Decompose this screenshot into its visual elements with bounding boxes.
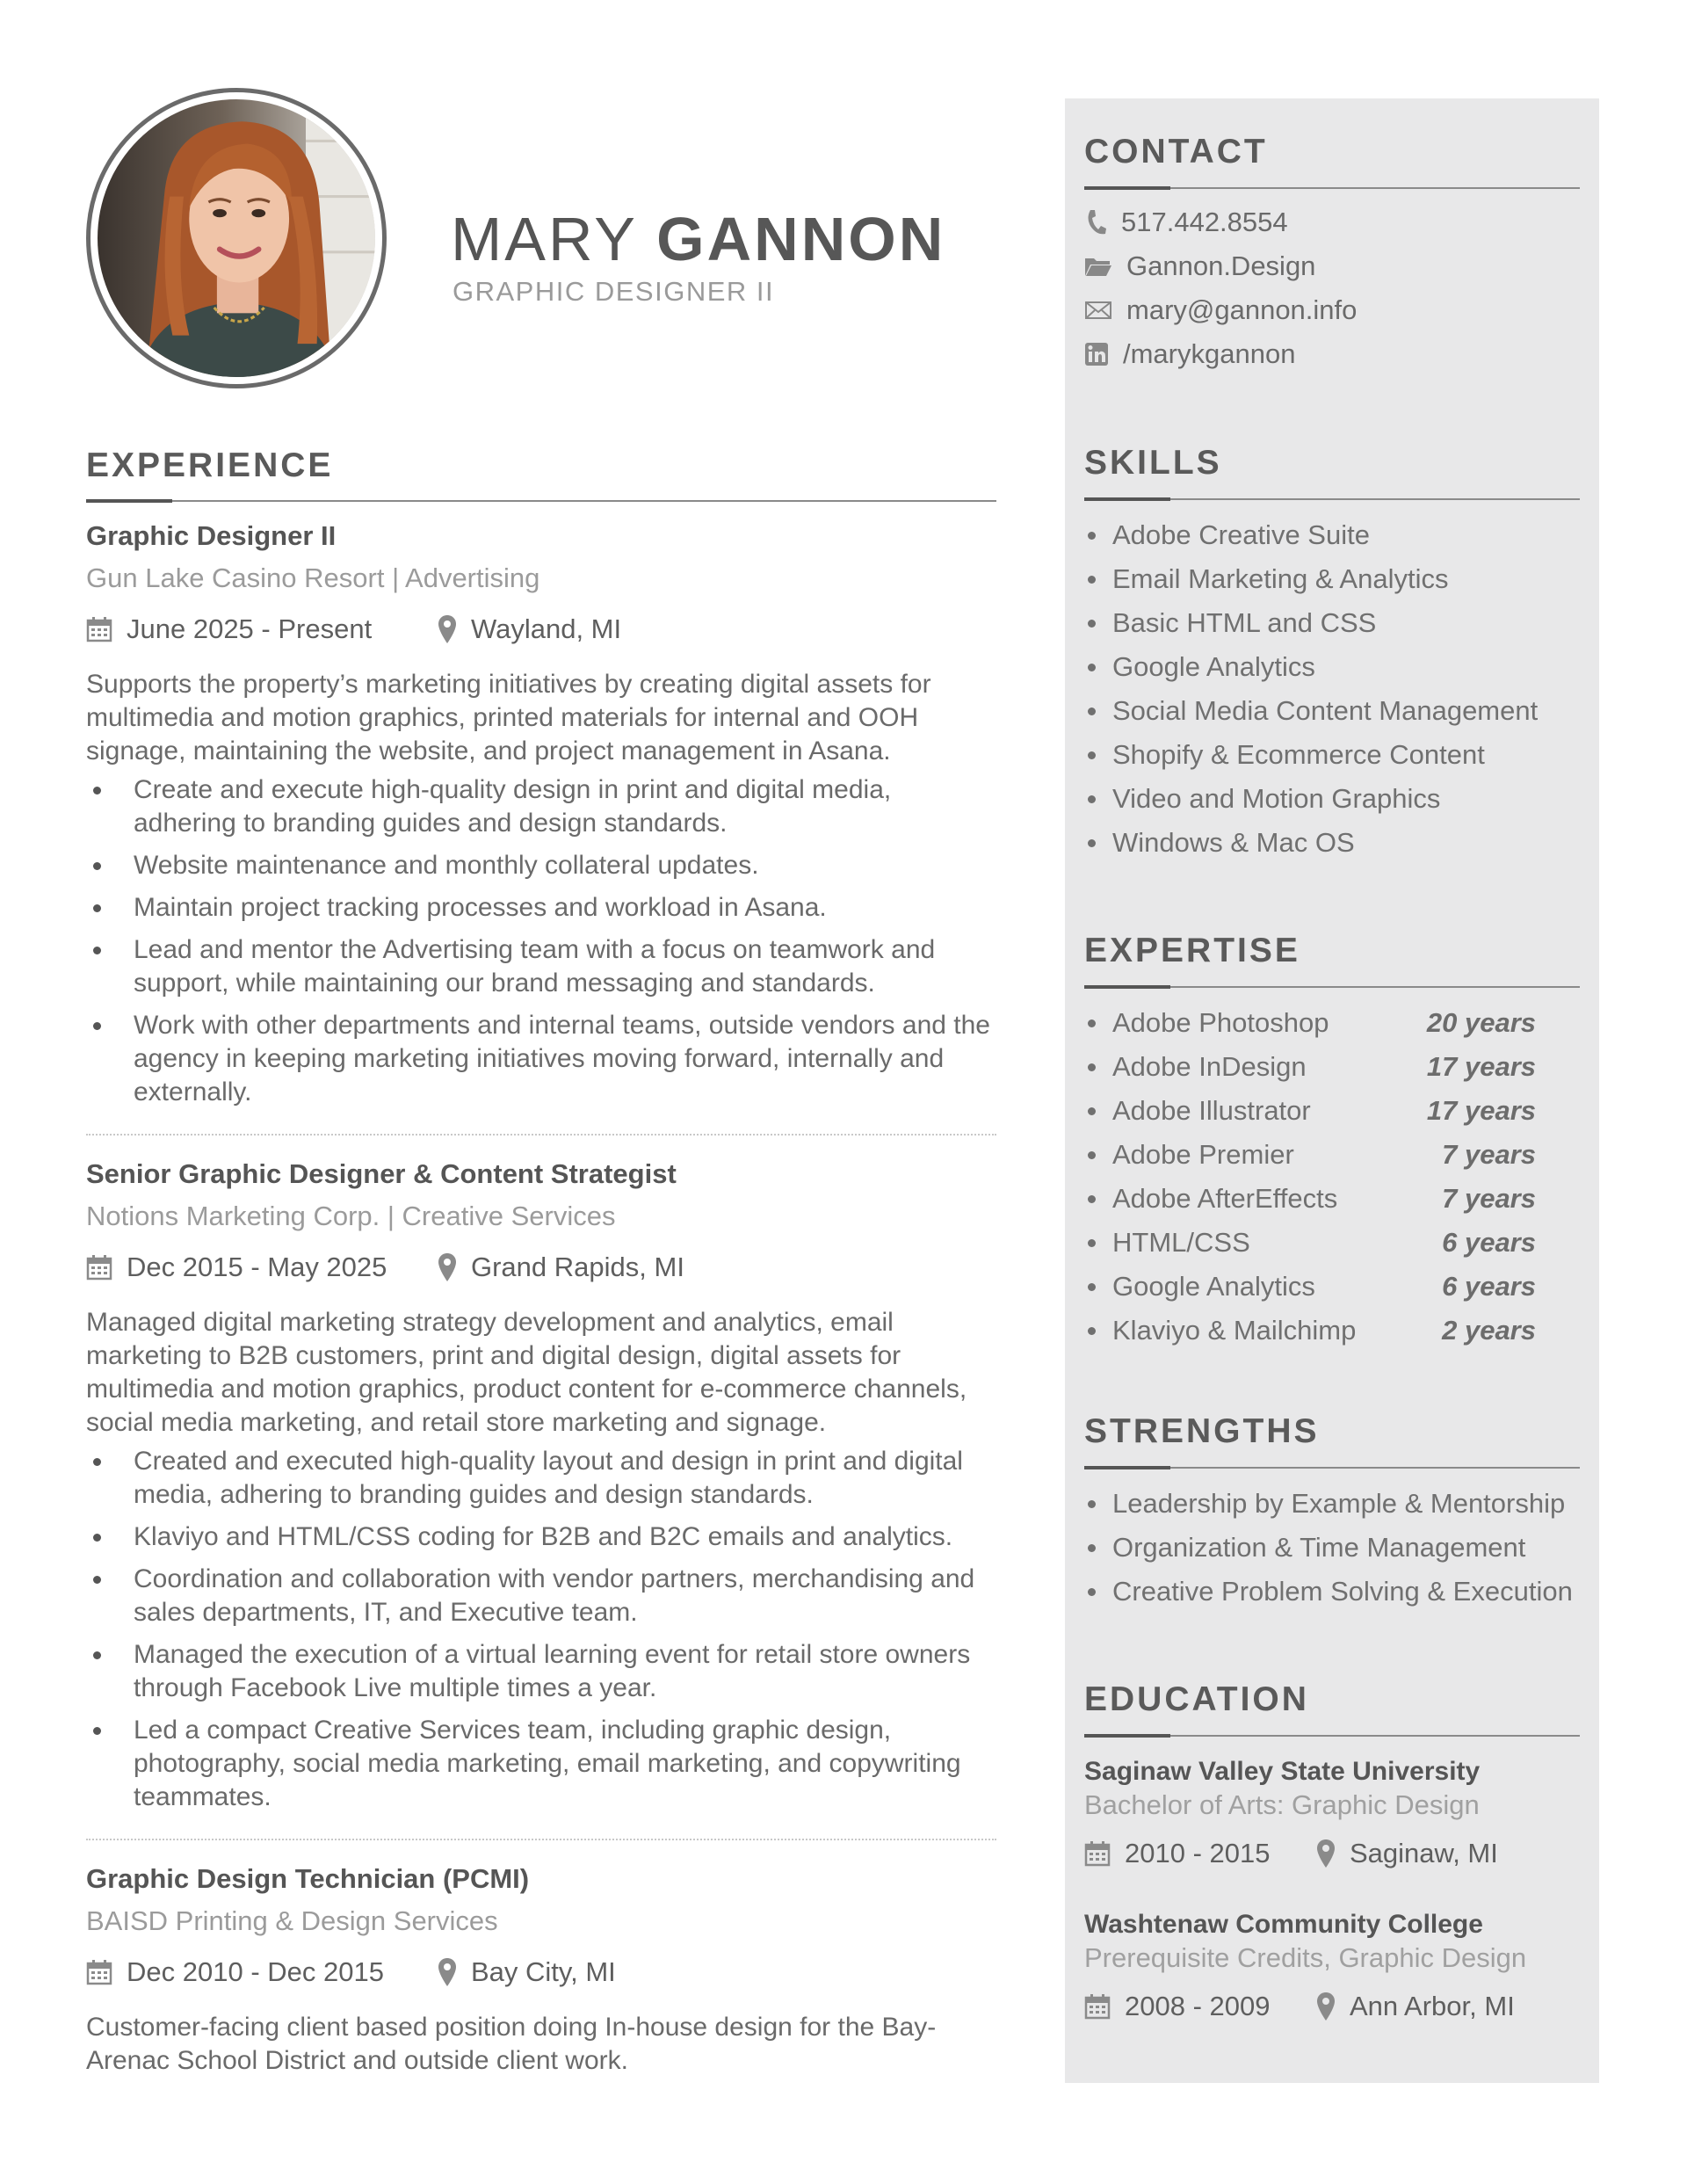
education-entry — [1084, 1908, 1580, 2028]
website: Gannon.Design — [1126, 250, 1316, 281]
calendar-icon — [1084, 1993, 1111, 2020]
strengths-heading: STRENGTHS — [1084, 1412, 1320, 1450]
list-item: Shopify & Ecommerce Content — [1084, 733, 1580, 777]
contact-heading: CONTACT — [1084, 133, 1268, 171]
list-item: Google Analytics — [1084, 645, 1580, 689]
list-item: Managed the execution of a virtual learning event for retail store owners through Facebook Live multiple times a year. — [86, 1638, 996, 1705]
expertise-years: 17 years — [1426, 1051, 1536, 1082]
job-meta — [86, 1246, 996, 1288]
expertise-item — [1084, 1177, 1580, 1221]
job-entry — [86, 1839, 996, 2099]
expertise-years: 6 years — [1442, 1271, 1536, 1302]
expertise-name: Google Analytics — [1112, 1271, 1315, 1302]
map-pin-icon — [438, 1957, 457, 1987]
expertise-years: 2 years — [1442, 1315, 1536, 1346]
list-item: Windows & Mac OS — [1084, 821, 1580, 865]
experience-heading: EXPERIENCE — [86, 446, 334, 484]
list-item: Work with other departments and internal teams, outside vendors and the agency in keeping marketing initiatives moving forward, internally and externally. — [86, 1009, 996, 1109]
list-item: Klaviyo and HTML/CSS coding for B2B and B2C emails and analytics. — [86, 1520, 996, 1554]
job-entry — [86, 1134, 996, 1839]
calendar-icon — [1084, 1840, 1111, 1867]
linkedin-icon — [1084, 342, 1109, 366]
education-dates: 2008 - 2009 — [1125, 1991, 1271, 2021]
expertise-item — [1084, 1133, 1580, 1177]
list-item: Leadership by Example & Mentorship — [1084, 1482, 1580, 1526]
expertise-item — [1084, 1265, 1580, 1309]
map-pin-icon — [1316, 1992, 1336, 2021]
list-item: Led a compact Creative Services team, including graphic design, photography, social media marketing, email marketing, and copywriting teammates. — [86, 1714, 996, 1814]
expertise-item — [1084, 1001, 1580, 1045]
job-location: Grand Rapids, MI — [471, 1252, 684, 1282]
map-pin-icon — [438, 614, 457, 644]
email: mary@gannon.info — [1126, 294, 1358, 325]
job-description: Managed digital marketing strategy development and analytics, email marketing to B2B customers, print and digital design, digital assets for multimedia and motion graphics, product content for e-commerce channels, social media marketing, and retail store marketing and signage. — [86, 1308, 967, 1437]
list-item: Adobe Creative Suite — [1084, 513, 1580, 557]
portrait-image — [98, 99, 375, 377]
list-item: Email Marketing & Analytics — [1084, 557, 1580, 601]
envelope-icon — [1084, 300, 1112, 321]
expertise-years: 7 years — [1442, 1139, 1536, 1170]
job-company: BAISD Printing & Design Services — [86, 1905, 498, 1936]
expertise-item — [1084, 1309, 1580, 1353]
job-role: Graphic Design Technician (PCMI) — [86, 1863, 530, 1894]
job-dates: June 2025 - Present — [127, 613, 373, 644]
job-entry — [86, 503, 996, 1134]
job-role: Senior Graphic Designer & Content Strategist — [86, 1158, 677, 1189]
first-name: MARY — [451, 205, 637, 273]
education-section — [1084, 1678, 1580, 2028]
strengths-section — [1084, 1410, 1580, 1614]
expertise-name: Adobe InDesign — [1112, 1051, 1307, 1082]
school-name: Saginaw Valley State University — [1084, 1757, 1481, 1786]
calendar-icon — [86, 1254, 112, 1281]
section-divider — [1084, 1734, 1580, 1738]
expertise-years: 17 years — [1426, 1095, 1536, 1126]
list-item: Video and Motion Graphics — [1084, 777, 1580, 821]
job-company: Gun Lake Casino Resort | Advertising — [86, 562, 540, 593]
expertise-item — [1084, 1221, 1580, 1265]
map-pin-icon — [1316, 1839, 1336, 1868]
job-meta — [86, 608, 996, 650]
section-divider — [1084, 186, 1580, 190]
expertise-name: Klaviyo & Mailchimp — [1112, 1315, 1357, 1346]
full-name — [451, 204, 945, 274]
job-dates: Dec 2010 - Dec 2015 — [127, 1956, 384, 1987]
education-heading: EDUCATION — [1084, 1680, 1309, 1718]
section-divider — [1084, 985, 1580, 989]
contact-phone[interactable] — [1084, 200, 1580, 244]
contact-linkedin[interactable] — [1084, 332, 1580, 376]
folder-icon — [1084, 255, 1112, 278]
expertise-name: HTML/CSS — [1112, 1227, 1250, 1258]
expertise-item — [1084, 1089, 1580, 1133]
list-item: Create and execute high-quality design in print and digital media, adhering to branding guides and design standards. — [86, 773, 996, 840]
list-item: Website maintenance and monthly collateral updates. — [86, 849, 996, 882]
section-divider — [86, 499, 996, 503]
list-item: Lead and mentor the Advertising team with a focus on teamwork and support, while maintaining our brand messaging and standards. — [86, 933, 996, 1000]
list-item: Creative Problem Solving & Execution — [1084, 1570, 1580, 1614]
contact-website[interactable] — [1084, 244, 1580, 288]
expertise-name: Adobe Photoshop — [1112, 1007, 1329, 1038]
contact-email[interactable] — [1084, 288, 1580, 332]
expertise-years: 20 years — [1426, 1007, 1536, 1038]
education-location: Saginaw, MI — [1350, 1838, 1498, 1868]
expertise-name: Adobe AfterEffects — [1112, 1183, 1338, 1214]
last-name: GANNON — [656, 205, 946, 273]
expertise-heading: EXPERTISE — [1084, 932, 1300, 969]
list-item: Organization & Time Management — [1084, 1526, 1580, 1570]
profile-photo — [86, 88, 387, 388]
calendar-icon — [86, 616, 112, 642]
expertise-name: Adobe Premier — [1112, 1139, 1294, 1170]
expertise-years: 6 years — [1442, 1227, 1536, 1258]
education-meta — [1084, 1832, 1580, 1875]
list-item: Created and executed high-quality layout and design in print and digital media, adhering to branding guides and design standards. — [86, 1445, 996, 1512]
job-location: Wayland, MI — [471, 613, 622, 644]
expertise-item — [1084, 1045, 1580, 1089]
degree: Prerequisite Credits, Graphic Design — [1084, 1942, 1527, 1973]
school-name: Washtenaw Community College — [1084, 1910, 1483, 1939]
job-description: Customer-facing client based position doing In-house design for the Bay-Arenac School District and outside client work. — [86, 2013, 937, 2075]
list-item: Basic HTML and CSS — [1084, 601, 1580, 645]
phone-number: 517.442.8554 — [1121, 207, 1288, 237]
job-meta — [86, 1951, 996, 1993]
experience-section — [86, 446, 996, 2099]
section-divider — [1084, 497, 1580, 501]
expertise-name: Adobe Illustrator — [1112, 1095, 1311, 1126]
skills-heading: SKILLS — [1084, 444, 1222, 482]
job-bullets — [86, 773, 996, 1109]
education-dates: 2010 - 2015 — [1125, 1838, 1271, 1868]
section-divider — [1084, 1466, 1580, 1469]
list-item: Coordination and collaboration with vendor partners, merchandising and sales departments, IT, and Executive team. — [86, 1563, 996, 1629]
skills-section — [1084, 441, 1580, 865]
education-location: Ann Arbor, MI — [1350, 1991, 1515, 2021]
list-item: Maintain project tracking processes and workload in Asana. — [86, 891, 996, 925]
job-role: Graphic Designer II — [86, 520, 337, 551]
job-description: Supports the property’s marketing initiatives by creating digital assets for multimedia and motion graphics, printed materials for internal and OOH signage, maintaining the website, and project management in Asana. — [86, 670, 931, 765]
contact-section — [1084, 130, 1580, 376]
expertise-years: 7 years — [1442, 1183, 1536, 1214]
linkedin-handle: /marykgannon — [1123, 338, 1296, 369]
sidebar — [1065, 98, 1599, 2083]
job-location: Bay City, MI — [471, 1956, 616, 1987]
education-entry — [1084, 1755, 1580, 1875]
job-title: GRAPHIC DESIGNER II — [453, 276, 775, 307]
phone-icon — [1084, 208, 1107, 236]
expertise-section — [1084, 929, 1580, 1353]
degree: Bachelor of Arts: Graphic Design — [1084, 1789, 1480, 1820]
job-company: Notions Marketing Corp. | Creative Services — [86, 1201, 616, 1231]
map-pin-icon — [438, 1252, 457, 1282]
list-item: Social Media Content Management — [1084, 689, 1580, 733]
job-dates: Dec 2015 - May 2025 — [127, 1252, 387, 1282]
job-bullets — [86, 1445, 996, 1814]
calendar-icon — [86, 1959, 112, 1985]
education-meta — [1084, 1985, 1580, 2028]
